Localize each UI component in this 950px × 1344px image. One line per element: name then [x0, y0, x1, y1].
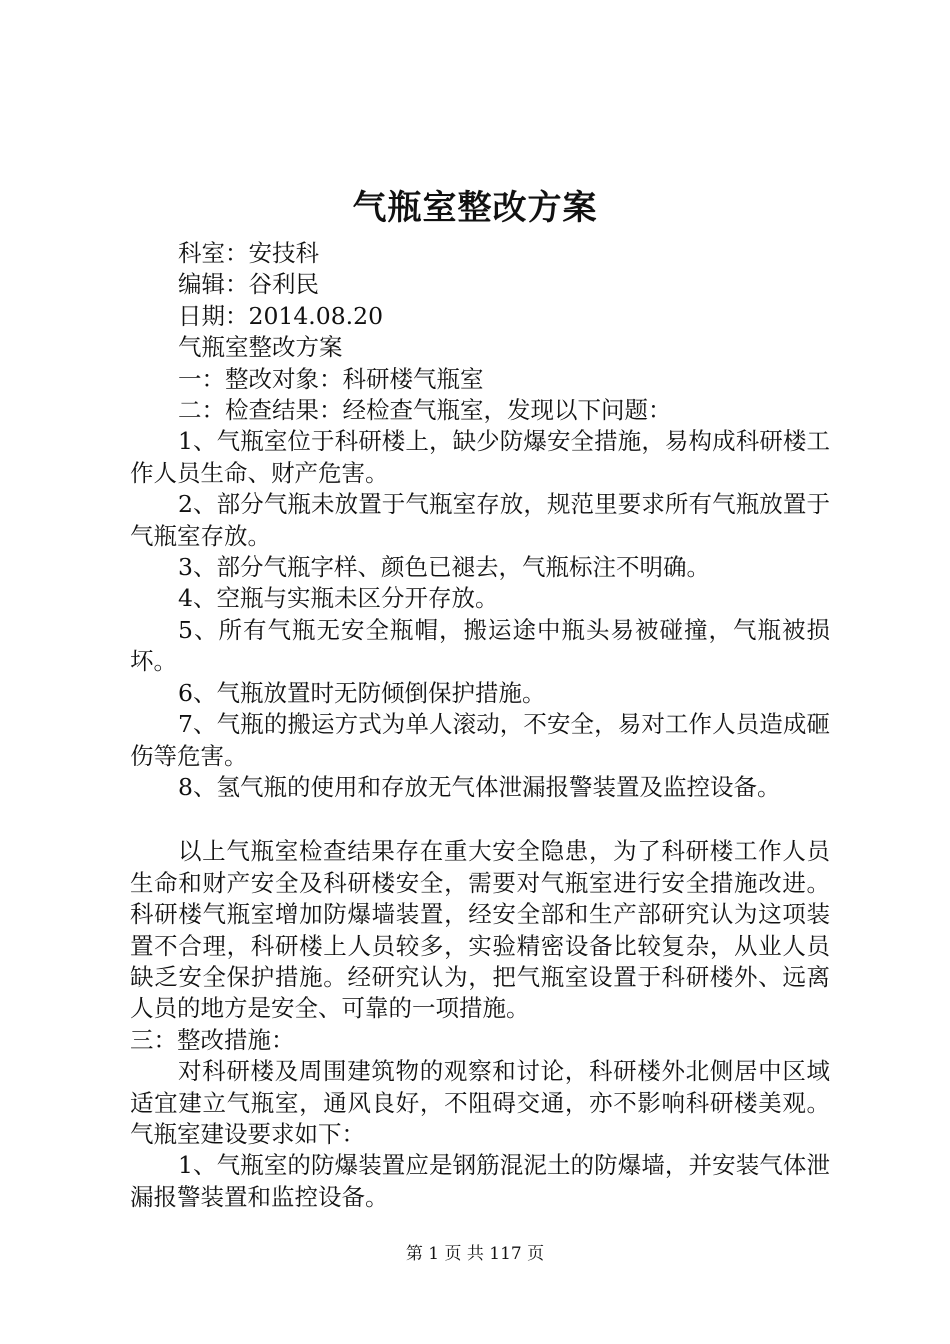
summary-paragraph: 以上气瓶室检查结果存在重大安全隐患，为了科研楼工作人员生命和财产安全及科研楼安全，需要对气瓶室进行安全措施改进。科研楼气瓶室增加防爆墙装置，经安全部和生产部研究认为这项装置不合理，科研楼上人员较多，实验精密设备比较复杂，从业人员缺乏安全保护措施。经研究认为，把气瓶室设置于科研楼外、远离人员的地方是安全、可靠的一项措施。	[130, 837, 830, 1023]
paragraph-spacer	[130, 803, 830, 836]
finding-item: 7、气瓶的搬运方式为单人滚动，不安全，易对工作人员造成砸伤等危害。	[130, 710, 830, 770]
document-subtitle: 气瓶室整改方案	[178, 333, 343, 362]
meta-department: 科室：安技科	[178, 239, 319, 267]
finding-item: 5、所有气瓶无安全瓶帽，搬运途中瓶头易被碰撞，气瓶被损坏。	[130, 615, 830, 676]
section-heading-target: 一：整改对象：科研楼气瓶室	[178, 364, 484, 393]
meta-date: 日期：2014.08.20	[178, 301, 384, 330]
finding-item: 2、部分气瓶未放置于气瓶室存放，规范里要求所有气瓶放置于气瓶室存放。	[130, 490, 830, 550]
finding-item: 3、部分气瓶字样、颜色已褪去，气瓶标注不明确。	[178, 553, 710, 582]
finding-item: 6、气瓶放置时无防倾倒保护措施。	[178, 678, 546, 707]
section-heading-measures: 三：整改措施：	[130, 1025, 295, 1054]
finding-item: 1、气瓶室位于科研楼上，缺少防爆安全措施，易构成科研楼工作人员生命、财产危害。	[130, 427, 830, 487]
finding-item: 4、空瓶与实瓶未区分开存放。	[178, 584, 499, 613]
section-heading-findings: 二：检查结果：经检查气瓶室，发现以下问题：	[178, 396, 672, 425]
page-footer: 第 1 页 共 117 页	[405, 1244, 545, 1264]
document-body	[130, 238, 830, 1213]
measure-item: 1、气瓶室的防爆装置应是钢筋混泥土的防爆墙，并安装气体泄漏报警装置和监控设备。	[130, 1151, 830, 1211]
finding-item: 8、氢气瓶的使用和存放无气体泄漏报警装置及监控设备。	[178, 772, 781, 801]
document-title: 气瓶室整改方案	[352, 188, 598, 228]
meta-editor: 编辑：谷利民	[178, 270, 319, 299]
measures-intro: 对科研楼及周围建筑物的观察和讨论，科研楼外北侧居中区域适宜建立气瓶室，通风良好，不阻碍交通，亦不影响科研楼美观。气瓶室建设要求如下：	[130, 1057, 830, 1148]
